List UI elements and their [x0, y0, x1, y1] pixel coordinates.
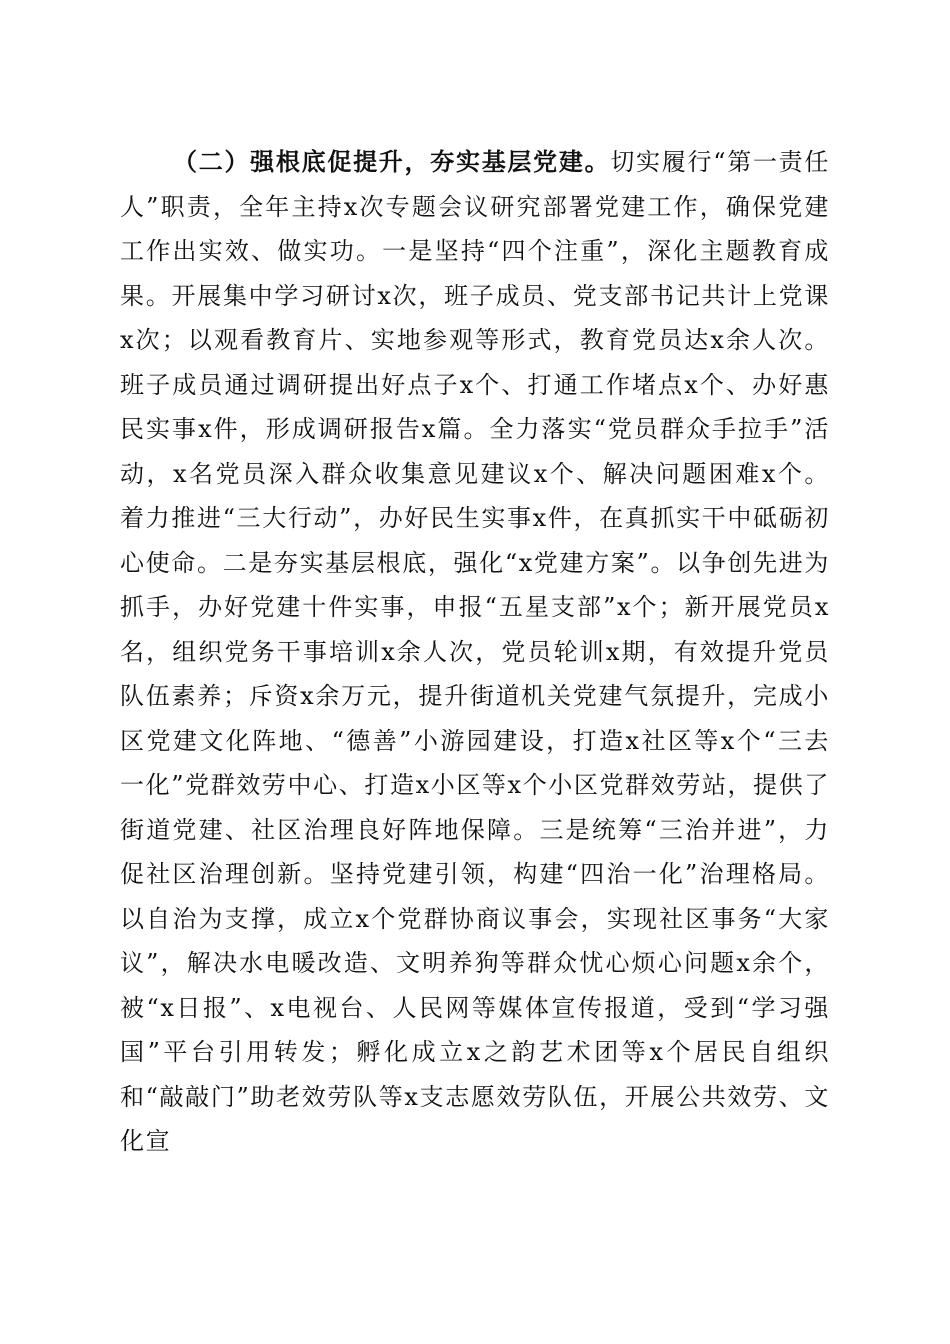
- paragraph-heading: （二）强根底促提升，夯实基层党建。: [173, 147, 611, 176]
- paragraph: [120, 140, 830, 1164]
- paragraph-body: 切实履行“第一责任人”职责，全年主持x次专题会议研究部署党建工作，确保党建工作出实效、做实功。一是坚持“四个注重”，深化主题教育成果。开展集中学习研讨x次，班子成员、党支部书记共计上党课x次；以观看教育片、实地参观等形式，教育党员达x余人次。班子成员通过调研提出好点子x个、打通工作堵点x个、办好惠民实事x件，形成调研报告x篇。全力落实“党员群众手拉手”活动，x名党员深入群众收集意见建议x个、解决问题困难x个。着力推进“三大行动”，办好民生实事x件，在真抓实干中砥砺初心使命。二是夯实基层根底，强化“x党建方案”。以争创先进为抓手，办好党建十件实事，申报“五星支部”x个；新开展党员x名，组织党务干事培训x余人次，党员轮训x期，有效提升党员队伍素养；斥资x余万元，提升街道机关党建气氛提升，完成小区党建文化阵地、“德善”小游园建设，打造x社区等x个“三去一化”党群效劳中心、打造x小区等x个小区党群效劳站，提供了街道党建、社区治理良好阵地保障。三是统筹“三治并进”，力促社区治理创新。坚持党建引领，构建“四治一化”治理格局。以自治为支撑，成立x个党群协商议事会，实现社区事务“大家议”，解决水电暖改造、文明养狗等群众忧心烦心问题x余个，被“x日报”、x电视台、人民网等媒体宣传报道，受到“学习强国”平台引用转发；孵化成立x之韵艺术团等x个居民自组织和“敲敲门”助老效劳队等x支志愿效劳队伍，开展公共效劳、文化宣: [120, 148, 830, 1155]
- document-body: [120, 140, 830, 1164]
